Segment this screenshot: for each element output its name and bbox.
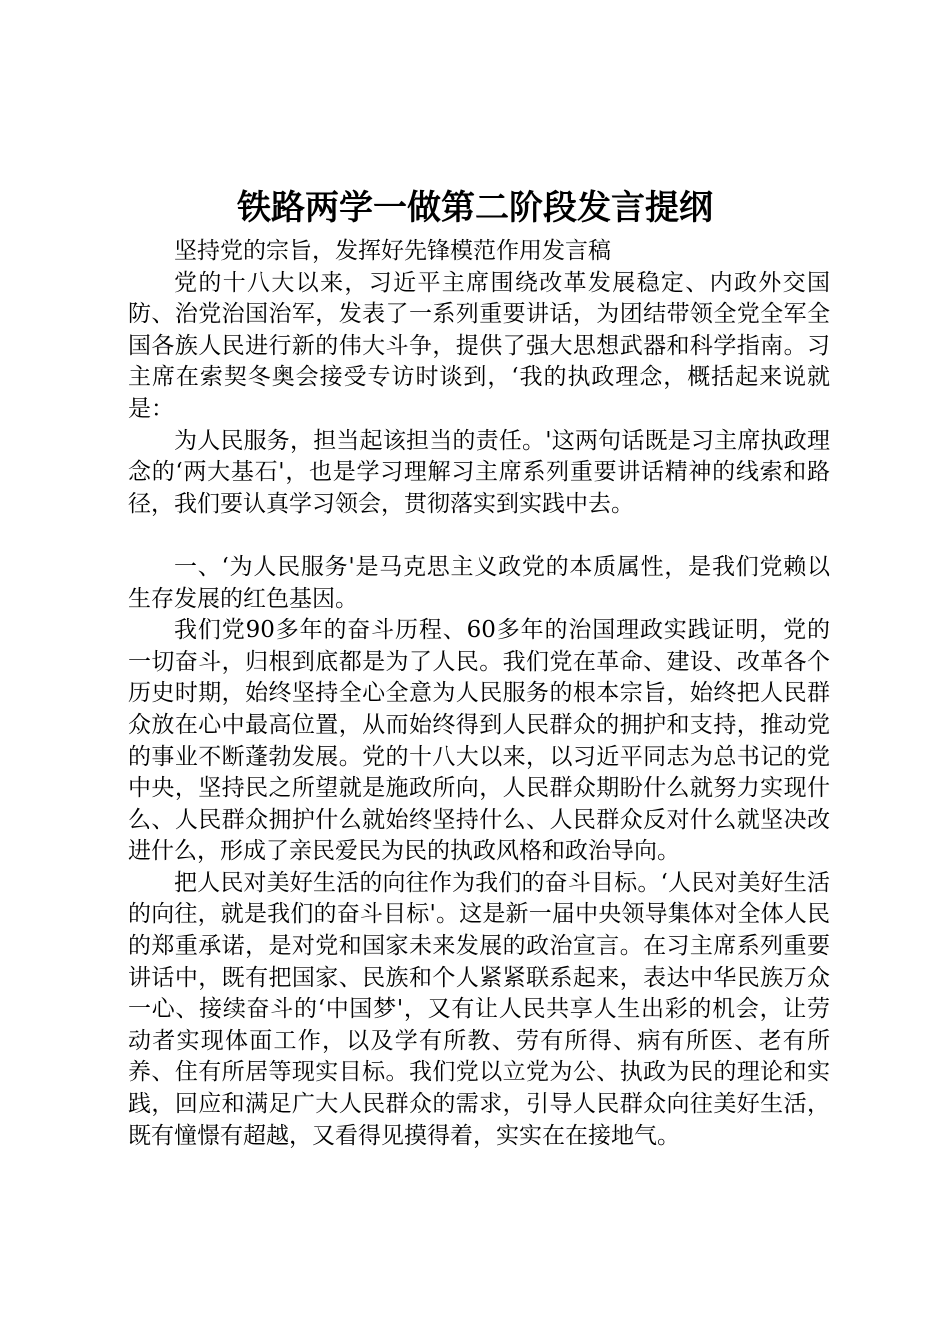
document-body: [128, 236, 830, 1152]
section-heading: 一、‘为人民服务'是马克思主义政党的本质属性，是我们党赖以生存发展的红色基因。: [128, 553, 830, 612]
document-title: 铁路两学一做第二阶段发言提纲: [237, 188, 713, 228]
paragraph: 党的十八大以来，习近平主席围绕改革发展稳定、内政外交国防、治党治国治军，发表了一系列重要讲话，为团结带领全党全军全国各族人民进行新的伟大斗争，提供了强大思想武器和科学指南。习主席在索契冬奥会接受专访时谈到，‘我的执政理念，概括起来说就是：: [128, 269, 830, 422]
blank-line: [128, 520, 830, 552]
paragraph-subtitle: 坚持党的宗旨，发挥好先锋模范作用发言稿: [174, 238, 611, 264]
paragraph: 我们党90多年的奋斗历程、60多年的治国理政实践证明，党的一切奋斗，归根到底都是为了人民。我们党在革命、建设、改革各个历史时期，始终坚持全心全意为人民服务的根本宗旨，始终把人民群众放在心中最高位置，从而始终得到人民群众的拥护和支持，推动党的事业不断蓬勃发展。党的十八大以来，以习近平同志为总书记的党中央，坚持民之所望就是施政所向，人民群众期盼什么就努力实现什么、人民群众拥护什么就始终坚持什么、人民群众反对什么就坚决改进什么，形成了亲民爱民为民的执政风格和政治导向。: [128, 617, 830, 865]
paragraph: 把人民对美好生活的向往作为我们的奋斗目标。‘人民对美好生活的向往，就是我们的奋斗目标'。这是新一届中央领导集体对全体人民的郑重承诺，是对党和国家未来发展的政治宣言。在习主席系列重要讲话中，既有把国家、民族和个人紧紧联系起来，表达中华民族万众一心、接续奋斗的‘中国梦'，又有让人民共享人生出彩的机会，让劳动者实现体面工作，以及学有所教、劳有所得、病有所医、老有所养、住有所居等现实目标。我们党以立党为公、执政为民的理论和实践，回应和满足广大人民群众的需求，引导人民群众向往美好生活，既有憧憬有超越，又看得见摸得着，实实在在接地气。: [128, 869, 830, 1149]
paragraph: 为人民服务，担当起该担当的责任。'这两句话既是习主席执政理念的‘两大基石'，也是学习理解习主席系列重要讲话精神的线索和路径，我们要认真学习领会，贯彻落实到实践中去。: [128, 427, 830, 517]
